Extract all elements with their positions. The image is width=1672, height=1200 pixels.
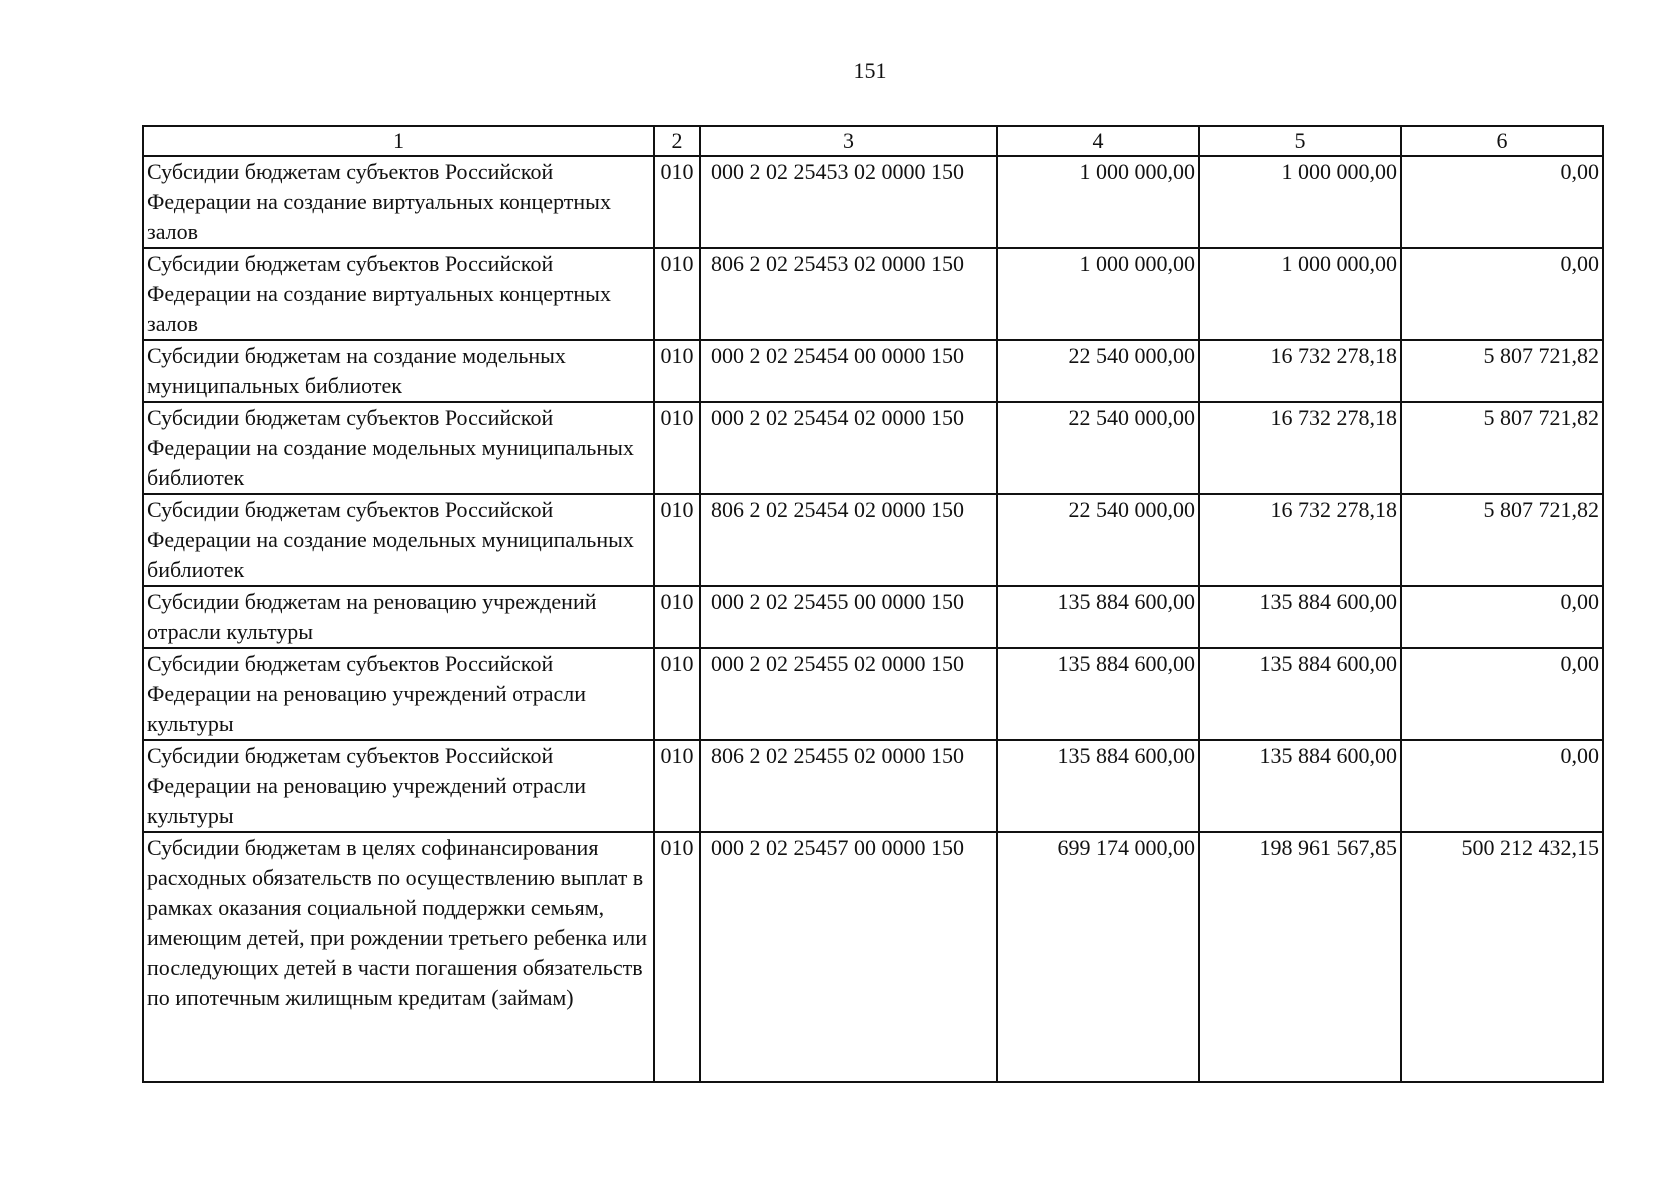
row-name: Субсидии бюджетам на создание модельных муниципальных библиотек <box>143 340 654 402</box>
header-col-2: 2 <box>654 126 700 156</box>
row-kbk: 806 2 02 25453 02 0000 150 <box>700 248 997 340</box>
row-col6: 5 807 721,82 <box>1401 340 1603 402</box>
table-row <box>143 156 1603 248</box>
table-row <box>143 248 1603 340</box>
header-col-4: 4 <box>997 126 1199 156</box>
header-col-5: 5 <box>1199 126 1401 156</box>
header-col-6: 6 <box>1401 126 1603 156</box>
row-name: Субсидии бюджетам субъектов Российской Федерации на создание модельных муниципальных библиотек <box>143 494 654 586</box>
row-kbk: 806 2 02 25454 02 0000 150 <box>700 494 997 586</box>
row-name: Субсидии бюджетам субъектов Российской Федерации на создание виртуальных концертных залов <box>143 248 654 340</box>
row-code: 010 <box>654 340 700 402</box>
table-row <box>143 340 1603 402</box>
table-row <box>143 494 1603 586</box>
row-col5: 1 000 000,00 <box>1199 248 1401 340</box>
row-kbk: 000 2 02 25455 02 0000 150 <box>700 648 997 740</box>
row-code: 010 <box>654 156 700 248</box>
row-name: Субсидии бюджетам субъектов Российской Федерации на создание виртуальных концертных залов <box>143 156 654 248</box>
row-col5: 198 961 567,85 <box>1199 832 1401 1082</box>
table-row <box>143 832 1603 1082</box>
page-number: 151 <box>853 58 887 83</box>
row-col4: 22 540 000,00 <box>997 494 1199 586</box>
row-col6: 500 212 432,15 <box>1401 832 1603 1082</box>
row-col6: 5 807 721,82 <box>1401 402 1603 494</box>
row-name: Субсидии бюджетам в целях софинансирования расходных обязательств по осуществлению выплат в рамках оказания социальной поддержки семьям, имеющим детей, при рождении третьего ребенка или последующих детей в части погашения обязательств по ипотечным жилищным кредитам (займам) <box>143 832 654 1082</box>
row-col5: 135 884 600,00 <box>1199 648 1401 740</box>
row-kbk: 000 2 02 25454 02 0000 150 <box>700 402 997 494</box>
row-col6: 0,00 <box>1401 156 1603 248</box>
row-name: Субсидии бюджетам субъектов Российской Федерации на реновацию учреждений отрасли культуры <box>143 740 654 832</box>
budget-table <box>142 125 1604 1083</box>
table-row <box>143 648 1603 740</box>
row-name: Субсидии бюджетам субъектов Российской Федерации на создание модельных муниципальных библиотек <box>143 402 654 494</box>
row-name: Субсидии бюджетам субъектов Российской Федерации на реновацию учреждений отрасли культуры <box>143 648 654 740</box>
row-col4: 22 540 000,00 <box>997 402 1199 494</box>
row-col4: 135 884 600,00 <box>997 648 1199 740</box>
row-col6: 5 807 721,82 <box>1401 494 1603 586</box>
row-col4: 1 000 000,00 <box>997 156 1199 248</box>
header-row <box>143 126 1603 156</box>
table-row <box>143 402 1603 494</box>
row-col6: 0,00 <box>1401 740 1603 832</box>
row-col4: 1 000 000,00 <box>997 248 1199 340</box>
row-col5: 16 732 278,18 <box>1199 402 1401 494</box>
table-row <box>143 586 1603 648</box>
row-code: 010 <box>654 248 700 340</box>
row-col5: 16 732 278,18 <box>1199 494 1401 586</box>
row-kbk: 806 2 02 25455 02 0000 150 <box>700 740 997 832</box>
row-kbk: 000 2 02 25454 00 0000 150 <box>700 340 997 402</box>
row-col4: 135 884 600,00 <box>997 586 1199 648</box>
row-col4: 135 884 600,00 <box>997 740 1199 832</box>
row-col5: 16 732 278,18 <box>1199 340 1401 402</box>
row-col5: 1 000 000,00 <box>1199 156 1401 248</box>
row-code: 010 <box>654 402 700 494</box>
row-name: Субсидии бюджетам на реновацию учреждений отрасли культуры <box>143 586 654 648</box>
row-col5: 135 884 600,00 <box>1199 740 1401 832</box>
row-col4: 699 174 000,00 <box>997 832 1199 1082</box>
row-code: 010 <box>654 494 700 586</box>
table-row <box>143 740 1603 832</box>
row-col6: 0,00 <box>1401 248 1603 340</box>
row-col6: 0,00 <box>1401 586 1603 648</box>
row-code: 010 <box>654 586 700 648</box>
row-code: 010 <box>654 740 700 832</box>
row-col5: 135 884 600,00 <box>1199 586 1401 648</box>
row-kbk: 000 2 02 25455 00 0000 150 <box>700 586 997 648</box>
header-col-3: 3 <box>700 126 997 156</box>
row-col4: 22 540 000,00 <box>997 340 1199 402</box>
row-code: 010 <box>654 648 700 740</box>
row-col6: 0,00 <box>1401 648 1603 740</box>
row-code: 010 <box>654 832 700 1082</box>
header-col-1: 1 <box>143 126 654 156</box>
row-kbk: 000 2 02 25453 02 0000 150 <box>700 156 997 248</box>
row-kbk: 000 2 02 25457 00 0000 150 <box>700 832 997 1082</box>
